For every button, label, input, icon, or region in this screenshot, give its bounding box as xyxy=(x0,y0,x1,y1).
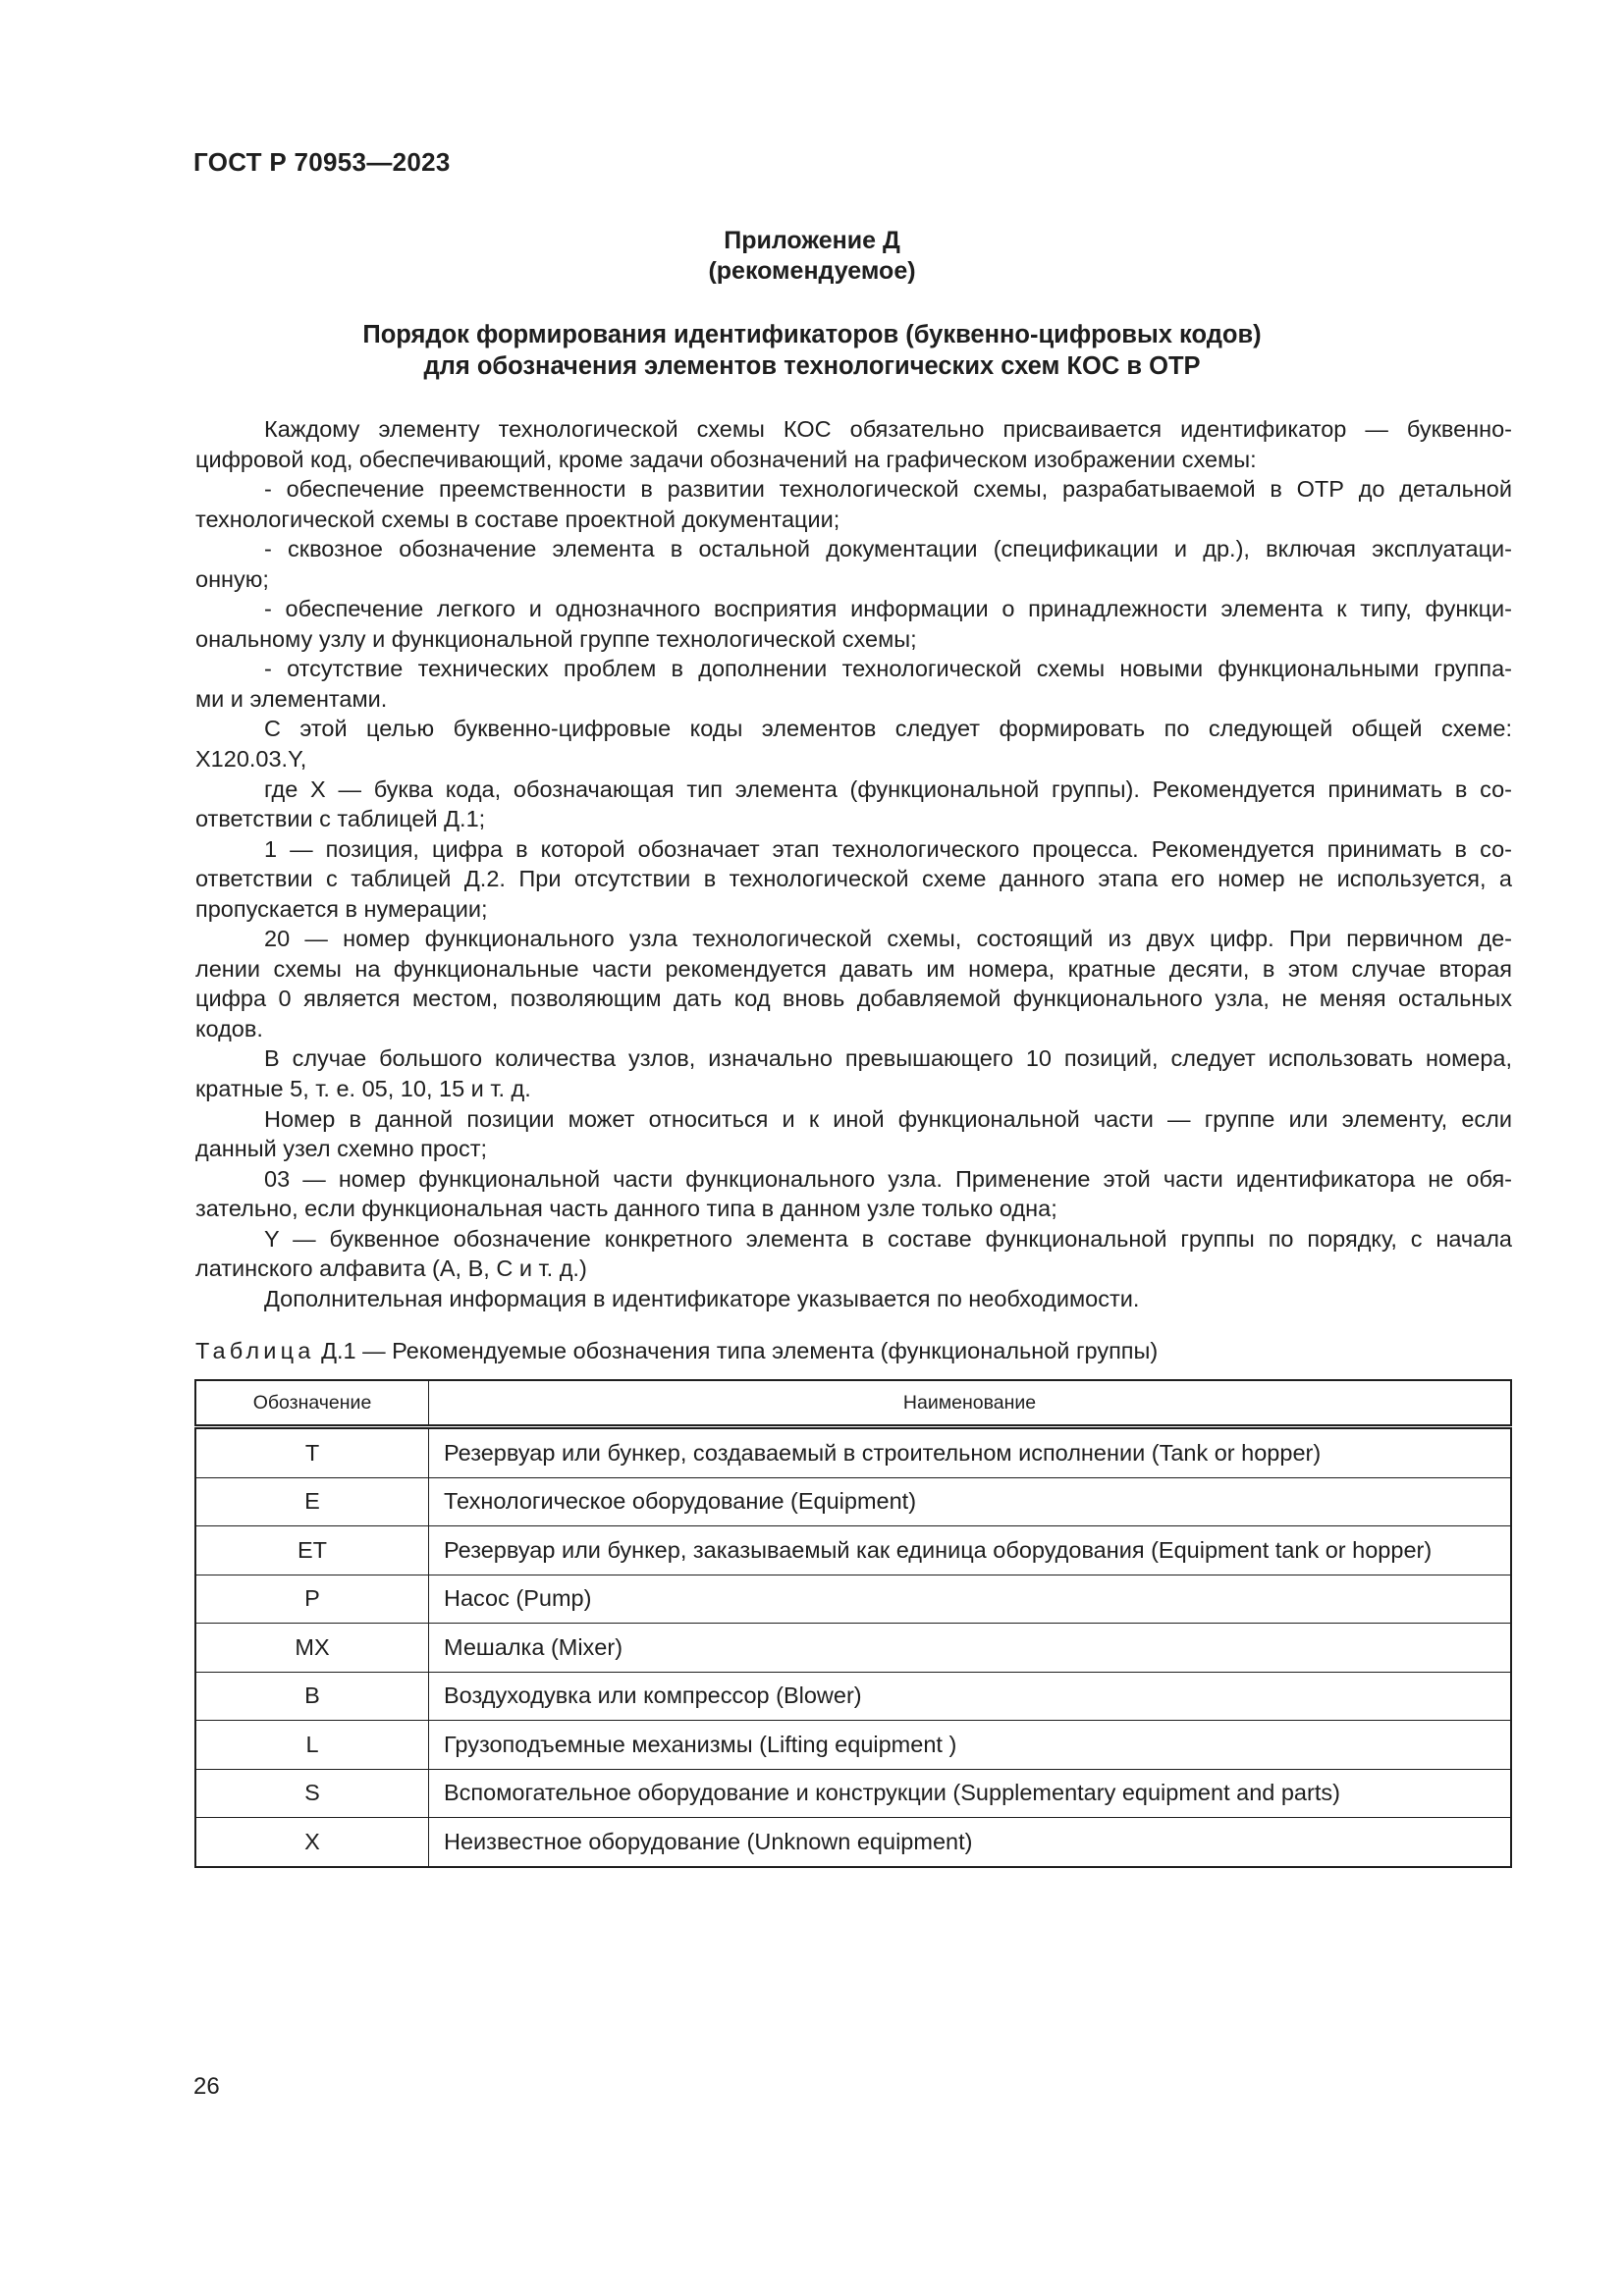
table-caption-text: Д.1 — Рекомендуемые обозначения типа элемента (функциональной группы) xyxy=(314,1338,1159,1363)
body-line: ответствии с таблицей Д.2. При отсутствии в технологической схеме данного этапа его номер не используется, а xyxy=(195,866,1512,892)
cell-code: E xyxy=(195,1477,429,1526)
body-line: Y — буквенное обозначение конкретного элемента в составе функциональной группы по порядку, с начала xyxy=(264,1225,1512,1252)
table-caption xyxy=(195,1338,1158,1364)
header-name: Наименование xyxy=(429,1380,1512,1427)
table-row xyxy=(195,1818,1511,1867)
cell-name: Воздуходувка или компрессор (Blower) xyxy=(429,1672,1512,1721)
table-row xyxy=(195,1672,1511,1721)
table-row xyxy=(195,1427,1511,1478)
body-line: зательно, если функциональная часть данного типа в данном узле только одна; xyxy=(195,1196,1057,1222)
cell-name: Неизвестное оборудование (Unknown equipment) xyxy=(429,1818,1512,1867)
body-line: - отсутствие технических проблем в дополнении технологической схемы новыми функциональными группа- xyxy=(264,656,1512,682)
table-caption-label: Таблица xyxy=(195,1338,315,1363)
cell-code: S xyxy=(195,1769,429,1818)
cell-code: P xyxy=(195,1575,429,1624)
page-number: 26 xyxy=(193,2073,220,2100)
table-row xyxy=(195,1769,1511,1818)
body-line: 03 — номер функциональной части функционального узла. Применение этой части идентификатора не обя- xyxy=(264,1165,1512,1192)
cell-code: L xyxy=(195,1721,429,1770)
table-row xyxy=(195,1526,1511,1575)
body-line: 20 — номер функционального узла технологической схемы, состоящий из двух цифр. При первичном де- xyxy=(264,926,1512,952)
body-text xyxy=(195,414,1512,1313)
cell-code: MX xyxy=(195,1624,429,1673)
body-line: Каждому элементу технологической схемы КОС обязательно присваивается идентификатор — буквенно- xyxy=(264,416,1512,442)
appendix-status: (рекомендуемое) xyxy=(708,257,916,285)
body-line: онную; xyxy=(195,565,269,592)
body-line: латинского алфавита (A, B, C и т. д.) xyxy=(195,1255,587,1282)
body-line: X120.03.Y, xyxy=(195,746,307,773)
standard-code: ГОСТ Р 70953—2023 xyxy=(193,147,451,177)
cell-name: Вспомогательное оборудование и конструкции (Supplementary equipment and parts) xyxy=(429,1769,1512,1818)
section-title-line-1: Порядок формирования идентификаторов (буквенно-цифровых кодов) xyxy=(362,321,1262,348)
table-header-row xyxy=(195,1380,1511,1427)
element-type-table xyxy=(194,1379,1512,1868)
body-line: лении схемы на функциональные части рекомендуется давать им номера, кратные десяти, в этом случае вторая xyxy=(195,955,1512,982)
cell-name: Резервуар или бункер, создаваемый в строительном исполнении (Tank or hopper) xyxy=(429,1427,1512,1478)
cell-code: X xyxy=(195,1818,429,1867)
body-line: цифровой код, обеспечивающий, кроме задачи обозначений на графическом изображении схемы: xyxy=(195,446,1257,472)
cell-name: Насос (Pump) xyxy=(429,1575,1512,1624)
body-line: ми и элементами. xyxy=(195,685,388,712)
body-line: пропускается в нумерации; xyxy=(195,895,488,922)
body-line: В случае большого количества узлов, изначально превышающего 10 позиций, следует использовать номера, xyxy=(264,1045,1512,1072)
body-line: - обеспечение легкого и однозначного восприятия информации о принадлежности элемента к типу, функци- xyxy=(264,596,1512,622)
appendix-title: Приложение Д xyxy=(724,227,900,254)
body-line: - обеспечение преемственности в развитии технологической схемы, разрабатываемой в ОТР до детальной xyxy=(264,476,1512,503)
cell-name: Резервуар или бункер, заказываемый как единица оборудования (Equipment tank or hopper) xyxy=(429,1526,1512,1575)
table-row xyxy=(195,1477,1511,1526)
body-line: ответствии с таблицей Д.1; xyxy=(195,806,486,832)
body-line: С этой целью буквенно-цифровые коды элементов следует формировать по следующей общей схеме: xyxy=(264,716,1512,742)
body-line: данный узел схемно прост; xyxy=(195,1136,488,1162)
body-line: технологической схемы в составе проектной документации; xyxy=(195,506,840,532)
body-line: кратные 5, т. е. 05, 10, 15 и т. д. xyxy=(195,1076,531,1102)
cell-code: T xyxy=(195,1427,429,1478)
table-row xyxy=(195,1575,1511,1624)
section-title-line-2: для обозначения элементов технологических схем КОС в ОТР xyxy=(423,352,1201,380)
body-line: - сквозное обозначение элемента в остальной документации (спецификации и др.), включая эксплуатаци- xyxy=(264,536,1512,562)
header-code: Обозначение xyxy=(195,1380,429,1427)
body-line: Номер в данной позиции может относиться и к иной функциональной части — группе или элементу, если xyxy=(264,1105,1512,1132)
body-line: Дополнительная информация в идентификаторе указывается по необходимости. xyxy=(264,1285,1140,1311)
cell-code: ET xyxy=(195,1526,429,1575)
cell-code: B xyxy=(195,1672,429,1721)
body-line: ональному узлу и функциональной группе технологической схемы; xyxy=(195,625,917,652)
cell-name: Грузоподъемные механизмы (Lifting equipment ) xyxy=(429,1721,1512,1770)
body-line: кодов. xyxy=(195,1015,263,1041)
cell-name: Мешалка (Mixer) xyxy=(429,1624,1512,1673)
table-row xyxy=(195,1721,1511,1770)
body-line: цифра 0 является местом, позволяющим дать код вновь добавляемой функционального узла, не меняя остальных xyxy=(195,986,1512,1012)
body-line: где X — буква кода, обозначающая тип элемента (функциональной группы). Рекомендуется принимать в со- xyxy=(264,775,1512,802)
table-row xyxy=(195,1624,1511,1673)
body-line: 1 — позиция, цифра в которой обозначает этап технологического процесса. Рекомендуется принимать в со- xyxy=(264,835,1512,862)
cell-name: Технологическое оборудование (Equipment) xyxy=(429,1477,1512,1526)
